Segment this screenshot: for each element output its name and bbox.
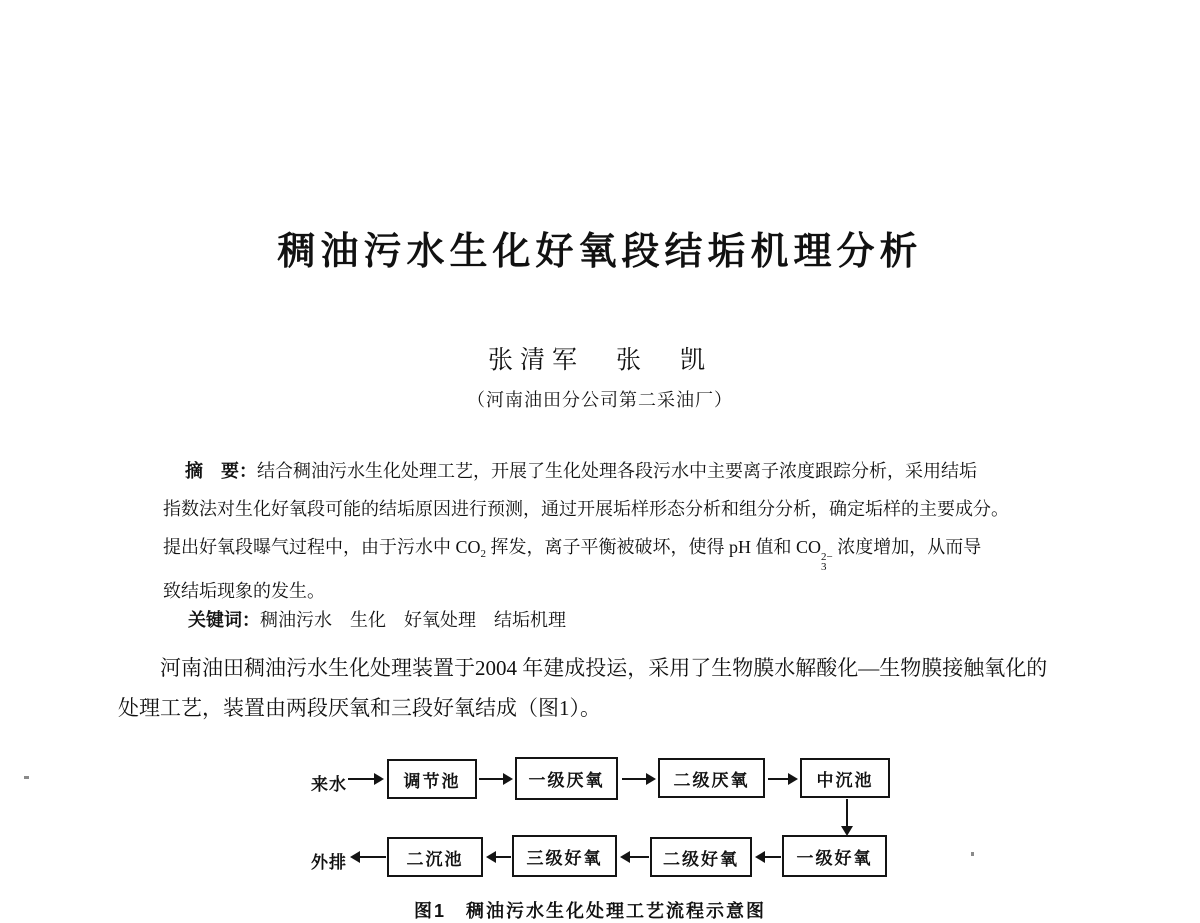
arrow-aerobic-3-to-secondary-settling xyxy=(486,851,511,863)
arrow-aerobic-2-to-aerobic-3 xyxy=(620,851,649,863)
co2-subscript: 2 xyxy=(480,548,487,560)
abstract-line-3: 提出好氧段曝气过程中，由于污水中 $CO_2$ 挥发，离子平衡被破坏，使得 pH 值和 CO 2− 3 浓度增加，从而导 xyxy=(163,537,982,573)
paper-title: 稠油污水生化好氧段结垢机理分析 xyxy=(277,231,923,273)
scan-speck xyxy=(24,776,29,779)
arrow-to-middle-settling-tank xyxy=(768,773,798,785)
arrow-aerobic-1-to-aerobic-2 xyxy=(755,851,781,863)
flow-box-anaerobic-stage-2: 二级厌氧 xyxy=(658,758,765,798)
scan-speck xyxy=(971,852,974,856)
abstract-block xyxy=(163,452,1063,639)
flow-box-aerobic-stage-2: 二级好氧 xyxy=(650,837,752,877)
keywords-line xyxy=(163,601,1063,639)
abstract-line-1 xyxy=(163,452,1063,490)
flow-box-regulating-tank: 调节池 xyxy=(387,759,477,799)
inlet-label: 来水 xyxy=(311,775,347,794)
arrow-inlet-to-regulating-tank xyxy=(348,773,384,785)
body-line-2: 处理工艺，装置由两段厌氧和三段好氧结成（图1）。 xyxy=(118,696,601,720)
flow-box-aerobic-stage-1: 一级好氧 xyxy=(782,835,887,877)
figure-caption: 图1 稠油污水生化处理工艺流程示意图 xyxy=(413,901,766,921)
authors: 张清军 张 凯 xyxy=(487,347,712,374)
flow-box-aerobic-stage-3: 三级好氧 xyxy=(512,835,617,877)
flow-box-secondary-settling-tank: 二沉池 xyxy=(387,837,483,877)
affiliation: （河南油田分公司第二采油厂） xyxy=(467,390,733,410)
arrow-to-anaerobic-2 xyxy=(622,773,656,785)
keywords-text: 稠油污水 生化 好氧处理 结垢机理 xyxy=(260,610,566,630)
body-line-1: 河南油田稠油污水生化处理装置于2004 年建成投运，采用了生物膜水解酸化—生物膜接触氧化的 xyxy=(160,656,1048,680)
arrow-to-anaerobic-1 xyxy=(479,773,513,785)
abstract-label: 摘 要： xyxy=(185,461,257,481)
body-paragraph xyxy=(118,648,1098,728)
outlet-label: 外排 xyxy=(311,853,347,872)
abstract-line-2: 指数法对生化好氧段可能的结垢原因进行预测，通过开展垢样形态分析和组分分析，确定垢样的主要成分。 xyxy=(163,499,1009,519)
keywords-label: 关键词： xyxy=(188,610,260,630)
flow-box-anaerobic-stage-1: 一级厌氧 xyxy=(515,757,618,800)
abstract-line-4: 致结垢现象的发生。 xyxy=(163,581,325,601)
arrow-middle-settling-to-aerobic-1 xyxy=(841,799,853,836)
abstract-text-1: 结合稠油污水生化处理工艺，开展了生化处理各段污水中主要离子浓度跟踪分析，采用结垢 xyxy=(257,461,977,481)
flow-box-middle-settling-tank: 中沉池 xyxy=(800,758,890,798)
arrow-secondary-settling-to-outlet xyxy=(350,851,386,863)
co3-ion-script: 2− 3 xyxy=(821,551,833,573)
